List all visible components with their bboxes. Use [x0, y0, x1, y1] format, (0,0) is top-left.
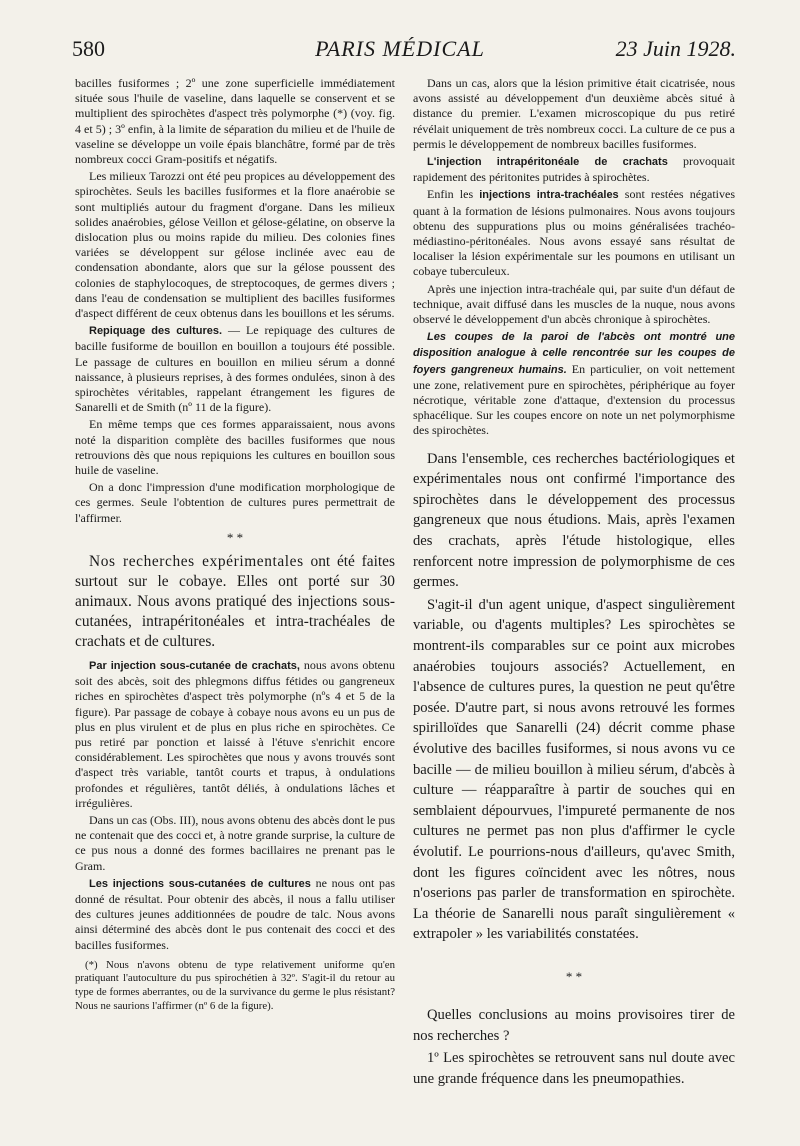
asterism: * * [226, 529, 244, 545]
right-large-text [413, 449, 735, 945]
paragraph: Dans un cas, alors que la lésion primitive était cicatrisée, nous avons assisté au développement d'un deuxième abcès situé à distance du premier. L'examen microscopique du pus retiré révélait uniquement de très nombreux cocci. La culture de ce pus a permis le développement de nombreux bacilles fusiformes. [413, 76, 735, 151]
asterism: * * [565, 968, 583, 984]
paragraph-text: — Le repiquage des cultures de bacille fusiforme de bouillon en bouillon a toujours été possible. Le passage de cultures en bouillon en milieu sérum a donné naissance, à plusieurs reprises, à des formes ondulées, sinon à des spirochètes véritables, rappelant étrangement les figures de Sanarelli et de Smith (nº 11 de la figure). [75, 323, 395, 415]
paragraph: Après une injection intra-trachéale qui, par suite d'un défaut de technique, avait diffusé dans les muscles de la nuque, nous avons observé le développement d'un abcès chronique à spirochètes. [413, 281, 735, 327]
run-in-heading: Les injections sous-cutanées de cultures [89, 877, 311, 890]
right-column [413, 76, 735, 1091]
paragraph-text: sont restées négatives quant à la formation de lésions pulmonaires. Nous avons toujours obtenu des suppurations plus ou moins généralisées trachéo-médiastino-péritonéales. Nous avons essayé sans résultat de localiser la lésion expérimentale sur les poumons en utilisant un cobaye tuberculeux. [413, 187, 736, 279]
paragraph: S'agit-il d'un agent unique, d'aspect singulièrement variable, ou d'agents multiples? Les spirochètes se montrent-ils comparables sur ce point aux microbes anaérobies toujours associés? Actuellement, en l'absence de cultures pures, la question ne peut qu'être posée. D'autre part, si nous avons retrouvé les formes spirilloïdes que Sanarelli (24) décrit comme phase évolutive des bacilles fusiformes, si nous avons vu ce bacille — de milieu bouillon à milieu sérum, d'abcès à culture — réapparaître à partir de souches qui en semblaient dépourvues, l'impureté permanente de nos cultures ne permet pas non plus d'affirmer le cycle évolutif. Le pourrions-nous d'ailleurs, qu'avec Smith, dont les figures coïncident avec les nôtres, nous n'oserions pas parler de transformation en spirochète. La théorie de Sanarelli nous paraît singulièrement « extrapoler » les variabilités constatées. [413, 596, 735, 943]
paragraph [75, 658, 395, 811]
left-small-text-2 [75, 658, 395, 953]
paragraph: Dans un cas (Obs. III), nous avons obtenu des abcès dont le pus ne contenait que des cocci et, à notre grande surprise, la culture de ce pus nous a donné des formes bacillaires ne prenant pas le Gram. [75, 812, 395, 873]
right-conclusions [413, 1005, 735, 1089]
page-header [0, 30, 800, 70]
paragraph: 1º Les spirochètes se retrouvent sans nul doute avec une grande fréquence dans les pneumopathies. [413, 1050, 735, 1087]
paragraph [75, 323, 395, 415]
paragraph [413, 187, 735, 279]
run-in-heading: injections intra-trachéales [479, 189, 619, 202]
right-small-text [413, 76, 735, 439]
paragraph: bacilles fusiformes ; 2º une zone superficielle immédiatement située sous l'huile de vaseline, dans laquelle se conservent et se multiplient des spirochètes d'aspect très polymorphe (*) (voy. fig. 4 et 5) ; 3º enfin, à la limite de séparation du milieu et de l'huile de vaseline se développe un voile épais blanchâtre, formé par de très nombreux cocci Gram-positifs et négatifs. [75, 76, 395, 167]
paragraph [75, 876, 395, 953]
run-in-heading: Repiquage des cultures. [89, 325, 223, 338]
running-title: PARIS MÉDICAL [315, 36, 485, 61]
left-large-text [75, 552, 395, 652]
paragraph [413, 329, 735, 438]
run-in-heading: Par injection sous-cutanée de crachats, [89, 659, 300, 672]
section-separator [75, 529, 395, 545]
paragraph [413, 154, 735, 185]
left-column [75, 76, 395, 1015]
paragraph: En même temps que ces formes apparaissaient, nous avons noté la disparition complète des bacilles fusiformes que nous retrouvions dès que nous repiquions les cultures en bouillon sous huile de vaseline. [75, 417, 395, 478]
paragraph-text: En particulier, on voit nettement une zone, relativement pure en spirochètes, périphérique au foyer nécrotique, véritable zone d'attaque, d'extension du processus sphacélique. Sur les coupes encore on note un net polymorphisme des spirochètes. [413, 361, 736, 438]
paragraph-text: provoquait rapidement des péritonites putrides à spirochètes. [413, 154, 735, 185]
section-separator [413, 968, 735, 984]
page-number: 580 [72, 36, 105, 61]
paragraph: Dans l'ensemble, ces recherches bactériologiques et expérimentales nous ont confirmé l'importance des spirochètes dans le développement des processus gangreneux que nous étudions. Mais, après l'examen des crachats, après l'étude histologique, elles renforcent notre impression de polymorphisme de ces germes. [413, 450, 735, 591]
paragraph [75, 552, 395, 652]
left-small-text [75, 76, 395, 526]
paragraph: On a donc l'impression d'une modification morphologique de ces germes. Seule l'obtention de cultures pures permettrait de l'affirmer. [75, 480, 395, 525]
paragraph-text: nous avons obtenu soit des abcès, soit des phlegmons diffus fétides ou gangreneux riches en spirochètes d'aspect très polymorphe (nºs 4 et 5 de la figure). Par passage de cobaye à cobaye nous avons eu un pus de plus en plus virulent et de plus en plus riche en spirochètes. Ce pus retiré par ponction et laissé à l'étuve s'enrichit encore considérablement. Les spirochètes que nous y avons trouvés sont d'aspect très variable, tantôt courts et trapus, à ondulations profondes et régulières, tantôt déliés, à ondulations lâches et irrégulières. [75, 657, 396, 810]
paragraph: Les milieux Tarozzi ont été peu propices au développement des spirochètes. Seuls les bacilles fusiformes et la flore anaérobie se sont multipliés autour du fragment d'organe. Dans les milieux solides anaérobies, gélose Veillon et gélose-gélatine, on observe la dislocation plus ou moins rapide du milieu. Des colonies fines variées se développent sur gélose inclinée avec eau de condensation abondante, alors que sur la gélose poussent des colonies de staphylocoques, de streptocoques, de germes divers ; dans l'eau de condensation se multiplient des bacilles fusiformes d'aspect différent de ceux obtenus dans les bouillons et les sérums. [75, 169, 395, 321]
paragraph-text: ne nous ont pas donné de résultat. Pour obtenir des abcès, il nous a fallu utiliser des cultures jeunes additionnées de poudre de talc. Nous avons ainsi déterminé des abcès dont le pus contenait des cocci et des bacilles fusiformes. [75, 875, 395, 952]
paragraph-text: Enfin les [427, 187, 480, 202]
run-in-heading: L'injection intrapéritonéale de crachats [427, 156, 668, 169]
issue-date: 23 Juin 1928. [615, 36, 736, 61]
footnote [75, 959, 395, 1013]
footnote-text: (*) Nous n'avons obtenu de type relativement uniforme qu'en pratiquant l'autoculture du pus spirochétien à 32º. S'agit-il du retour au type de formes aberrantes, ou de la survivance du germe le plus résistant? Nous ne saurions l'affirmer (nº 6 de la figure). [75, 958, 395, 1012]
run-in-heading: Les coupes de la paroi de l'abcès ont montré une disposition analogue à celle rencontrée sur les coupes de foyers gangreneux humains. [413, 331, 735, 376]
section-lead: Nos recherches expérimentales [89, 552, 304, 570]
paragraph: Quelles conclusions au moins provisoires tirer de nos recherches ? [413, 1006, 735, 1044]
paragraph-text: ont été faites surtout sur le cobaye. Elles ont porté sur 30 animaux. Nous avons pratiqué des injections sous-cutanées, intrapéritonéales et intra-trachéales de crachats et de cultures. [75, 552, 395, 650]
